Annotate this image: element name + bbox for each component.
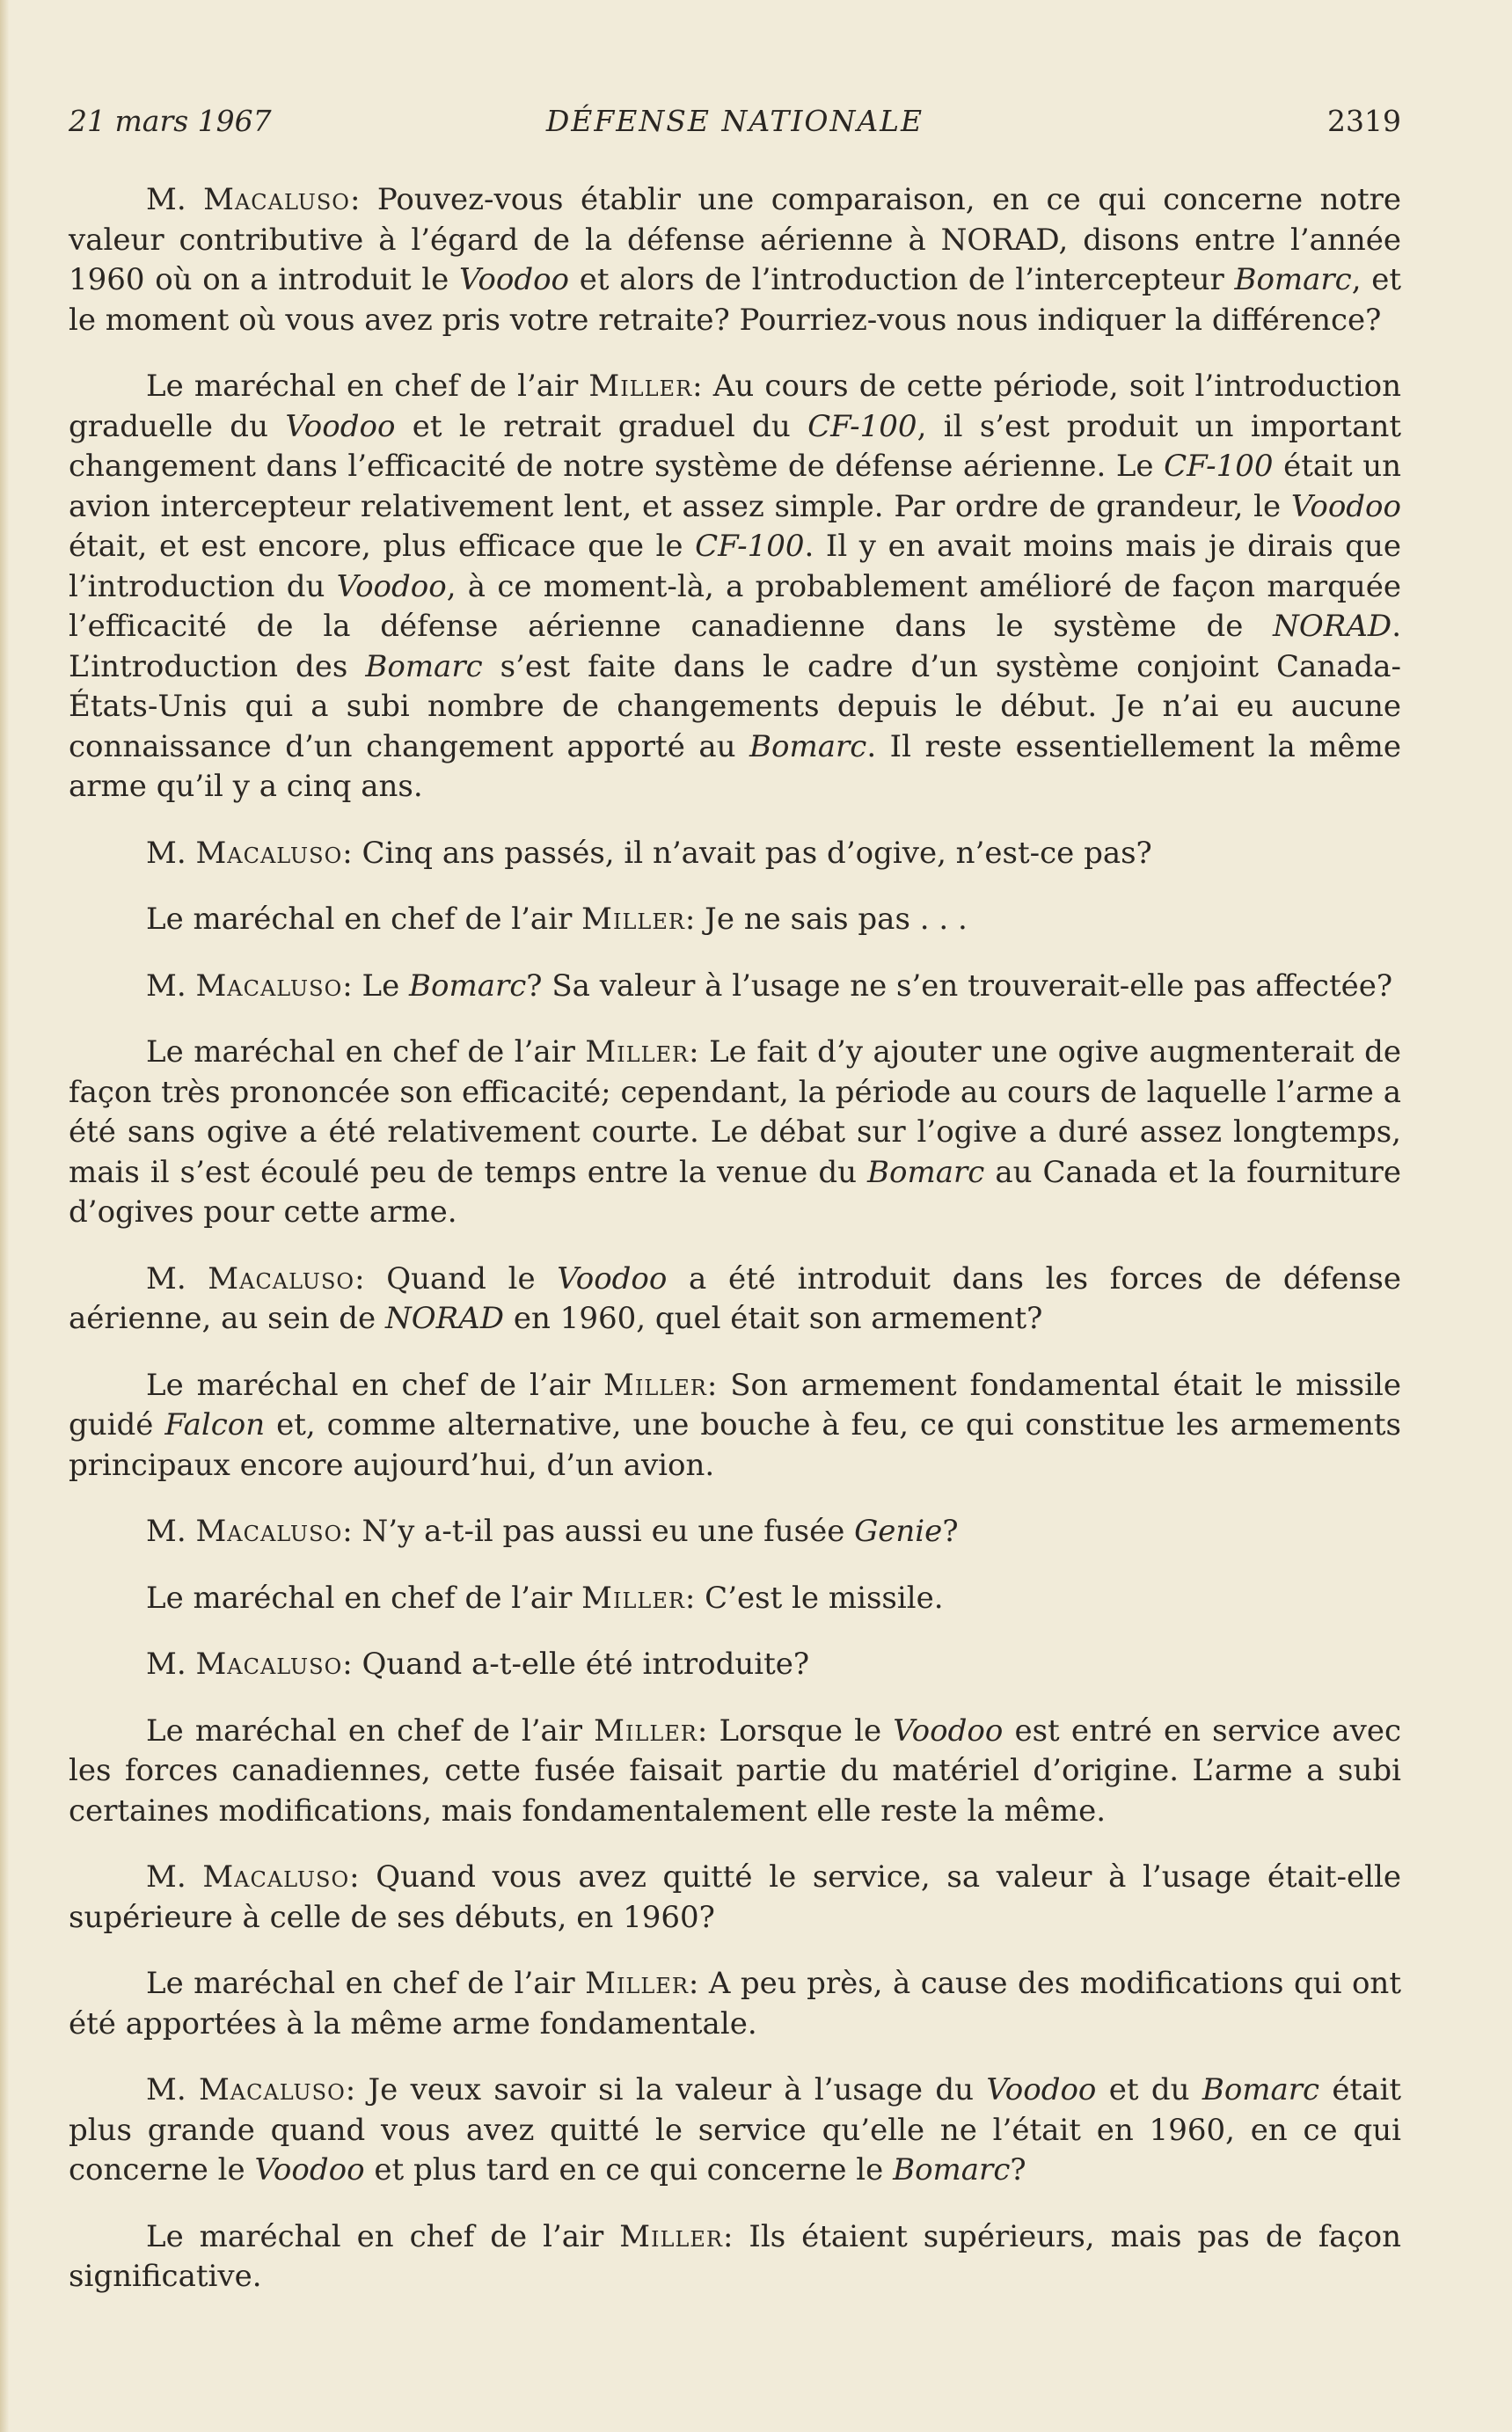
- speech-text: : Ils étaient supérieurs, mais pas de façon significative.: [69, 2218, 1401, 2294]
- speech-text: ?: [1010, 2152, 1026, 2187]
- speech-text: : Son armement fondamental était le missile guidé: [69, 1367, 1401, 1442]
- speaker-name: Miller: [585, 1034, 690, 1070]
- speaker-name: Macaluso: [202, 1859, 350, 1895]
- italic-term: Genie: [854, 1514, 943, 1549]
- speech-text: ? Sa valeur à l’usage ne s’en trouverait-elle pas affectée?: [526, 968, 1393, 1004]
- transcript-body: [69, 180, 1401, 2324]
- speaker-name: Macaluso: [198, 2072, 346, 2107]
- transcript-paragraph: [69, 1366, 1401, 1486]
- speech-text: et du: [1096, 2072, 1202, 2107]
- italic-term: CF-100: [807, 408, 917, 444]
- transcript-paragraph: [69, 1579, 1401, 1619]
- speech-text: , à ce moment-là, a probablement amélioré de façon marquée l’efficacité de la défense aérienne canadienne dans le système de: [69, 568, 1401, 644]
- speaker-prefix: M.: [146, 1647, 196, 1682]
- transcript-paragraph: [69, 967, 1401, 1007]
- speaker-prefix: Le maréchal en chef de l’air: [146, 1034, 586, 1070]
- speaker-prefix: Le maréchal en chef de l’air: [146, 1367, 604, 1403]
- speech-text: : N’y a-t-il pas aussi eu une fusée: [342, 1514, 855, 1549]
- italic-term: Voodoo: [285, 408, 396, 444]
- italic-term: Voodoo: [458, 262, 570, 297]
- speech-text: a été introduit dans les forces de défense aérienne, au sein de: [69, 1260, 1401, 1336]
- speaker-prefix: M.: [146, 1260, 208, 1296]
- speech-text: et, comme alternative, une bouche à feu, ce qui constitue les armements principaux encore aujourd’hui, d’un avion.: [69, 1407, 1401, 1483]
- page-number: 2319: [1327, 104, 1401, 138]
- speech-text: : Pouvez-vous établir une comparaison, en ce qui concerne notre valeur contributive à l’égard de la défense aérienne à NORAD, disons entre l’année 1960 où on a introduit le: [69, 182, 1401, 297]
- italic-term: Bomarc: [893, 2152, 1011, 2187]
- speech-text: était un avion intercepteur relativement lent, et assez simple. Par ordre de grandeur, le: [69, 449, 1401, 524]
- speech-text: : Au cours de cette période, soit l’introduction graduelle du: [69, 369, 1401, 444]
- speech-text: : C’est le missile.: [684, 1580, 944, 1616]
- speech-text: en 1960, quel était son armement?: [504, 1301, 1043, 1336]
- italic-term: Voodoo: [254, 2152, 365, 2187]
- speech-text: au Canada et la fourniture d’ogives pour cette arme.: [69, 1154, 1401, 1230]
- speaker-prefix: M.: [146, 968, 196, 1004]
- speech-text: et plus tard en ce qui concerne le: [364, 2152, 894, 2187]
- italic-term: NORAD: [385, 1301, 505, 1336]
- italic-term: Bomarc: [409, 968, 527, 1004]
- transcript-paragraph: [69, 1712, 1401, 1832]
- page-gutter-shadow: [0, 0, 9, 2432]
- italic-term: Voodoo: [336, 568, 447, 604]
- speech-text: : Quand le: [354, 1260, 558, 1296]
- speech-text: : Quand a-t-elle été introduite?: [342, 1647, 810, 1682]
- speech-text: et alors de l’introduction de l’intercepteur: [569, 262, 1235, 297]
- transcript-paragraph: [69, 180, 1401, 340]
- speaker-prefix: M.: [146, 2072, 199, 2107]
- speech-text: : A peu près, à cause des modifications qui ont été apportées à la même arme fondamentale.: [69, 1966, 1401, 2041]
- speaker-name: Macaluso: [195, 1514, 343, 1549]
- speech-text: était plus grande quand vous avez quitté le service qu’elle ne l’était en 1960, en ce qui concerne le: [69, 2072, 1402, 2187]
- italic-term: Bomarc: [867, 1154, 985, 1190]
- speech-text: , et le moment où vous avez pris votre retraite? Pourriez-vous nous indiquer la différence?: [69, 262, 1401, 338]
- speech-text: . L’introduction des: [69, 609, 1401, 684]
- speaker-prefix: Le maréchal en chef de l’air: [146, 1713, 595, 1749]
- italic-term: CF-100: [695, 529, 805, 564]
- italic-term: Bomarc: [749, 728, 867, 764]
- transcript-paragraph: [69, 2217, 1401, 2297]
- speech-text: . Il y en avait moins mais je dirais que l’introduction du: [69, 529, 1401, 604]
- transcript-paragraph: [69, 1964, 1401, 2044]
- speech-text: , il s’est produit un important changement dans l’efficacité de notre système de défense aérienne. Le: [69, 408, 1401, 484]
- italic-term: Bomarc: [365, 648, 483, 684]
- italic-term: Voodoo: [557, 1260, 668, 1296]
- speaker-prefix: M.: [146, 182, 204, 217]
- speaker-prefix: Le maréchal en chef de l’air: [146, 369, 589, 404]
- speech-text: : Cinq ans passés, il n’avait pas d’ogive, n’est-ce pas?: [342, 835, 1152, 871]
- speech-text: . Il reste essentiellement la même arme qu’il y a cinq ans.: [69, 728, 1401, 804]
- speaker-prefix: Le maréchal en chef de l’air: [146, 902, 582, 937]
- transcript-paragraph: [69, 1033, 1401, 1233]
- speaker-prefix: Le maréchal en chef de l’air: [146, 2218, 620, 2254]
- speech-text: : Le fait d’y ajouter une ogive augmenterait de façon très prononcée son efficacité; cependant, la période au cours de laquelle l’arme a été sans ogive a été relativement courte. Le débat sur l’ogive a duré assez longtemps, mais il s’est écoulé peu de temps entre la venue du: [69, 1034, 1401, 1190]
- italic-term: Bomarc: [1234, 262, 1352, 297]
- speaker-prefix: M.: [146, 1514, 196, 1549]
- speech-text: : Je ne sais pas . . .: [684, 902, 968, 937]
- speech-text: ?: [942, 1514, 959, 1549]
- speaker-name: Miller: [588, 369, 693, 404]
- transcript-paragraph: [69, 367, 1401, 807]
- speech-text: : Lorsque le: [697, 1713, 894, 1749]
- header-title: DÉFENSE NATIONALE: [545, 104, 924, 138]
- italic-term: Falcon: [164, 1407, 266, 1442]
- transcript-paragraph: [69, 1858, 1401, 1938]
- transcript-paragraph: [69, 1512, 1401, 1552]
- speaker-name: Macaluso: [203, 182, 350, 217]
- speaker-name: Miller: [581, 902, 685, 937]
- header-date: 21 mars 1967: [69, 104, 272, 138]
- speaker-prefix: M.: [146, 1859, 203, 1895]
- speaker-name: Macaluso: [195, 835, 343, 871]
- italic-term: CF-100: [1164, 449, 1274, 484]
- transcript-paragraph: [69, 834, 1401, 874]
- speech-text: est entré en service avec les forces canadiennes, cette fusée faisait partie du matériel d’origine. L’arme a subi certaines modifications, mais fondamentalement elle reste la même.: [69, 1713, 1402, 1829]
- speech-text: s’est faite dans le cadre d’un système conjoint Canada-États-Unis qui a subi nombre de changements depuis le début. Je n’ai eu aucune connaissance d’un changement apporté au: [69, 648, 1401, 764]
- italic-term: NORAD: [1273, 609, 1392, 644]
- speaker-name: Miller: [619, 2218, 723, 2254]
- speaker-name: Macaluso: [195, 1647, 343, 1682]
- transcript-paragraph: [69, 900, 1401, 940]
- speaker-name: Macaluso: [195, 968, 343, 1004]
- speaker-name: Macaluso: [208, 1260, 355, 1296]
- speaker-name: Miller: [585, 1966, 689, 2001]
- transcript-paragraph: [69, 1260, 1401, 1340]
- italic-term: Bomarc: [1202, 2072, 1320, 2107]
- speaker-prefix: Le maréchal en chef de l’air: [146, 1966, 586, 2001]
- transcript-paragraph: [69, 2070, 1401, 2191]
- transcript-paragraph: [69, 1645, 1401, 1685]
- speaker-name: Miller: [603, 1367, 707, 1403]
- italic-term: Voodoo: [1290, 488, 1401, 524]
- speech-text: : Je veux savoir si la valeur à l’usage du: [345, 2072, 987, 2107]
- speaker-name: Miller: [594, 1713, 698, 1749]
- speech-text: : Quand vous avez quitté le service, sa valeur à l’usage était-elle supérieure à celle de ses débuts, en 1960?: [69, 1859, 1401, 1935]
- italic-term: Voodoo: [986, 2072, 1097, 2107]
- speech-text: et le retrait graduel du: [395, 408, 808, 444]
- running-header: [69, 104, 1401, 148]
- speech-text: : Le: [342, 968, 410, 1004]
- speaker-prefix: Le maréchal en chef de l’air: [146, 1580, 582, 1616]
- speech-text: était, et est encore, plus efficace que le: [69, 529, 696, 564]
- speaker-prefix: M.: [146, 835, 196, 871]
- speaker-name: Miller: [581, 1580, 685, 1616]
- italic-term: Voodoo: [893, 1713, 1004, 1749]
